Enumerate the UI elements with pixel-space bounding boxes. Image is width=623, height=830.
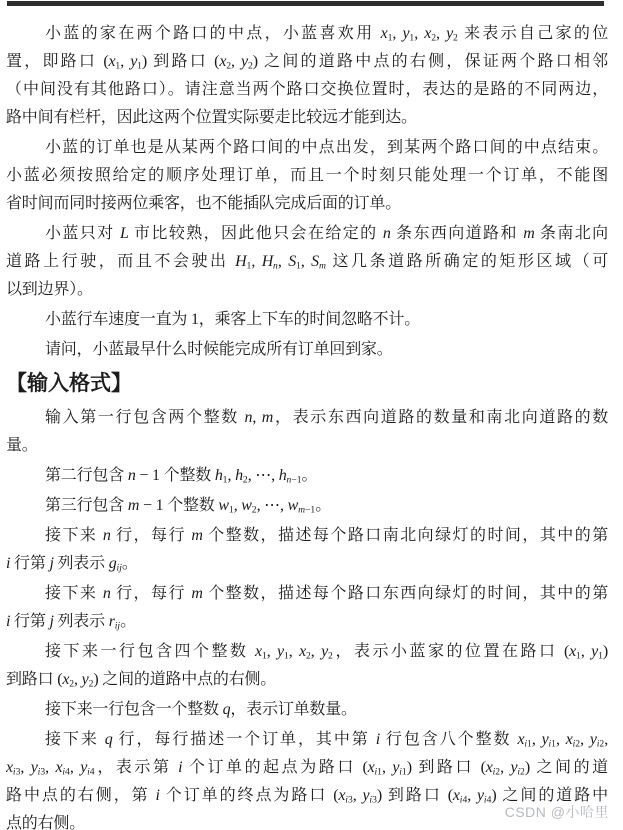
input-format-section (6, 404, 608, 830)
text-line: 接下来 n 行，每行 m 个整数，描述每个路口南北向绿灯的时间，其中的第 (45, 527, 608, 544)
paragraph (6, 306, 608, 334)
text-line: 请问，小蓝最早什么时候能完成所有订单回到家。 (45, 341, 393, 358)
paragraph (6, 462, 608, 490)
text-line: i 行第 j 列表示 $g_{ij}$。 (6, 555, 138, 574)
text-line: 接下来一行包含四个整数 $x_1$, $y_1$, $x_2$, $y_2$，表示小蓝家的位置在路口 ($x_1$, $y_1$) (45, 643, 608, 662)
text-line: 第三行包含 m − 1 个整数 $w_1$, $w_2$, ⋯, $w_{m-1}$。 (45, 497, 332, 516)
text-line: 置，即路口 ($x_1$, $y_1$) 到路口 ($x_2$, $y_2$) 之间的道路中点的右侧，保证两个路口相邻 (6, 53, 608, 72)
text-line: 以到边界）。 (6, 281, 93, 298)
text-line: 量。 (6, 437, 38, 454)
paragraph (6, 696, 608, 724)
text-line: 小蓝的家在两个路口的中点，小蓝喜欢用 $x_1$, $y_1$, $x_2$, $y_2$ 来表示自己家的位 (45, 25, 608, 44)
text-line: 小蓝只对 L 市比较熟，因此他只会在给定的 n 条东西向道路和 m 条南北向 (45, 225, 608, 242)
text-line: 输入第一行包含两个整数 n, m，表示东西向道路的数量和南北向道路的数 (45, 409, 608, 426)
text-line: 第二行包含 n − 1 个整数 $h_1$, $h_2$, ⋯, $h_{n-1}$。 (45, 467, 318, 486)
paragraph (6, 580, 608, 636)
problem-description-section (6, 20, 608, 364)
top-rule (7, 1, 604, 6)
paragraph (6, 522, 608, 578)
text-line: 点的右侧。 (6, 815, 86, 830)
text-line: $x_{i3}$, $y_{i3}$, $x_{i4}$, $y_{i4}$，表示第 i 个订单的起点为路口 ($x_{i1}$, $y_{i1}$) 到路口 ($x_{i2}$, $y_{i2}$) 之间的道 (6, 759, 608, 778)
text-line: 接下来 q 行，每行描述一个订单，其中第 i 行包含八个整数 $x_{i1}$, $y_{i1}$, $x_{i2}$, $y_{i2}$, (45, 731, 608, 750)
text-line: 小蓝行车速度一直为 1，乘客上下车的时间忽略不计。 (45, 311, 421, 328)
text-line: 省时间而同时接两位乘客，也不能插队完成后面的订单。 (6, 195, 402, 212)
paragraph (6, 336, 608, 364)
text-line: 到路口 ($x_2$, $y_2$) 之间的道路中点的右侧。 (6, 671, 277, 690)
text-line: 接下来 n 行，每行 m 个整数，描述每个路口东西向绿灯的时间，其中的第 (45, 585, 608, 602)
paragraph (6, 492, 608, 520)
text-line: 小蓝必须按照给定的顺序处理订单，而且一个时刻只能处理一个订单，不能图 (6, 167, 608, 184)
text-line: 小蓝的订单也是从某两个路口间的中点出发，到某两个路口间的中点结束。 (45, 139, 608, 156)
paragraph (6, 638, 608, 694)
paragraph (6, 404, 608, 460)
text-line: i 行第 j 列表示 $r_{ij}$。 (6, 613, 136, 632)
document-page (6, 20, 608, 830)
text-line: 路中点的右侧，第 i 个订单的终点为路口 ($x_{i3}$, $y_{i3}$) 到路口 ($x_{i4}$, $y_{i4}$) 之间的道路中 (6, 787, 608, 806)
paragraph (6, 220, 608, 304)
text-line: 路中间有栏杆，因此这两个位置实际要走比较远才能到达。 (6, 109, 417, 126)
paragraph (6, 20, 608, 132)
text-line: （中间没有其他路口）。请注意当两个路口交换位置时，表达的是路的不同两边， (6, 81, 608, 98)
watermark: CSDN @小哈里 (504, 804, 609, 820)
paragraph (6, 134, 608, 218)
input-format-heading: 【输入格式】 (6, 371, 132, 395)
text-line: 接下来一行包含一个整数 q，表示订单数量。 (45, 701, 357, 718)
text-line: 道路上行驶，而且不会驶出 $H_1$, $H_n$, $S_1$, $S_m$ 这几条道路所确定的矩形区域（可 (6, 253, 608, 272)
